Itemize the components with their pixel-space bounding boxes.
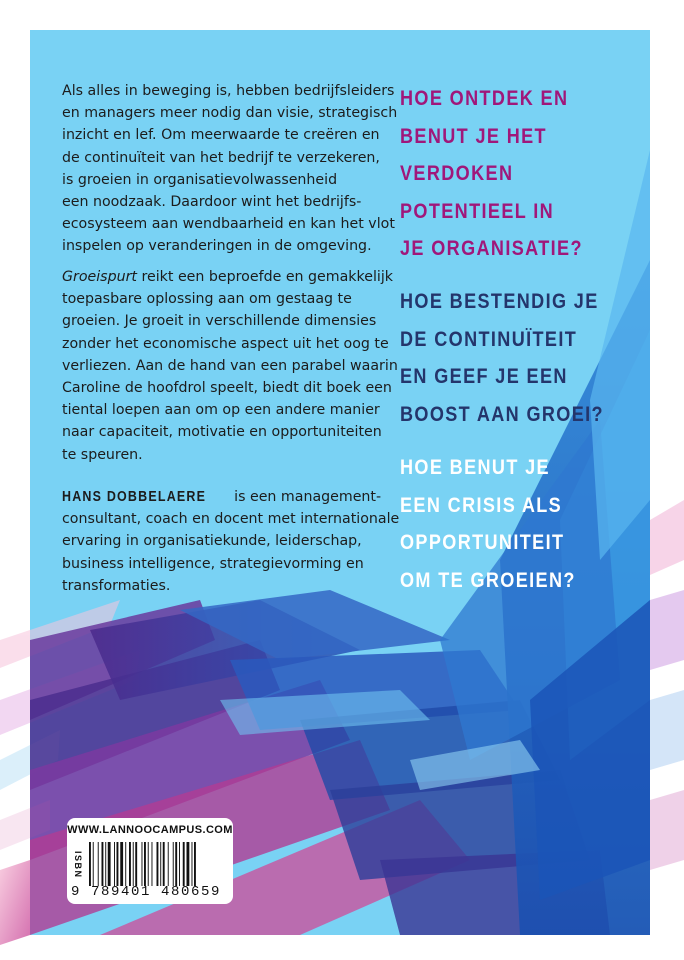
text-line bbox=[62, 266, 392, 288]
barcode-bar bbox=[192, 842, 193, 886]
text-line: Caroline de hoofdrol speelt, biedt dit boek een bbox=[62, 380, 392, 397]
barcode-bar bbox=[187, 842, 190, 886]
barcode-bar bbox=[163, 842, 165, 886]
barcode-bar bbox=[105, 842, 106, 886]
question-line: HOE BESTENDIG JE bbox=[400, 290, 599, 313]
barcode-bar bbox=[168, 842, 169, 886]
barcode-bars bbox=[87, 842, 229, 886]
text-line: inspelen op veranderingen in de omgeving. bbox=[62, 238, 372, 255]
question-line: HOE ONTDEK EN bbox=[400, 87, 569, 110]
barcode-bar bbox=[152, 842, 153, 886]
barcode-bar bbox=[183, 842, 185, 886]
barcode-bar bbox=[148, 842, 149, 886]
book-description-paragraph bbox=[62, 266, 398, 466]
text-line: naar capaciteit, motivatie en opportuniteiten bbox=[62, 424, 382, 441]
text-line: is groeien in organisatievolwassenheid bbox=[62, 171, 338, 188]
text-line: de continuïteit van het bedrijf te verzekeren, bbox=[62, 149, 380, 166]
question-block-crisis bbox=[400, 449, 650, 599]
barcode-bar bbox=[89, 842, 91, 886]
question-line: POTENTIEEL IN bbox=[400, 199, 555, 223]
text-line: transformaties. bbox=[62, 577, 171, 594]
intro-paragraph bbox=[62, 80, 398, 258]
text-line bbox=[62, 486, 392, 508]
text-line: consultant, coach en docent met internationale bbox=[62, 511, 400, 528]
isbn-label: ISBN bbox=[73, 851, 83, 879]
book-title-italic: Groeispurt bbox=[62, 269, 137, 285]
barcode-bar bbox=[129, 842, 131, 886]
text-line: te speuren. bbox=[62, 446, 143, 463]
barcode-bar bbox=[160, 842, 161, 886]
text-line: Als alles in beweging is, hebben bedrijfsleiders bbox=[62, 83, 395, 99]
barcode-bar bbox=[179, 842, 180, 886]
barcode-bar bbox=[157, 842, 159, 886]
text-line: en managers meer nodig dan visie, strategisch bbox=[62, 105, 398, 122]
text-fragment: is een management- bbox=[229, 489, 382, 505]
question-line: DE CONTINUÏTEIT bbox=[400, 327, 578, 351]
isbn-digits: 9 789401 480659 bbox=[71, 884, 222, 900]
question-line: EN GEEF JE EEN bbox=[400, 365, 568, 388]
text-line: groeien. Je groeit in verschillende dimensies bbox=[62, 313, 377, 330]
barcode-bar bbox=[98, 842, 99, 886]
barcode-bar bbox=[144, 842, 146, 886]
question-line: OM TE GROEIEN? bbox=[400, 568, 576, 592]
barcode-bar bbox=[120, 842, 123, 886]
author-bio-paragraph bbox=[62, 486, 400, 597]
barcode-bar bbox=[114, 842, 115, 886]
text-line: ecosysteem aan wendbaarheid en kan het vlot bbox=[62, 216, 395, 233]
text-fragment: reikt een beproefde en gemakkelijk bbox=[136, 269, 394, 285]
text-line: een noodzaak. Daardoor wint het bedrijfs- bbox=[62, 194, 362, 211]
barcode-bar bbox=[175, 842, 177, 886]
question-line: BENUT JE HET bbox=[400, 124, 547, 148]
text-line: ervaring in organisatiekunde, leiderschap, bbox=[62, 533, 362, 550]
barcode-box bbox=[67, 818, 233, 904]
text-line: toepasbare oplossing aan om gestaag te bbox=[62, 291, 352, 308]
barcode-bar bbox=[133, 842, 134, 886]
text-line: tiental loepen aan om op een andere manier bbox=[62, 402, 380, 419]
barcode-bar bbox=[102, 842, 104, 886]
barcode-bar bbox=[117, 842, 119, 886]
barcode-bar bbox=[173, 842, 174, 886]
text-line: zonder het economische aspect uit het oog te bbox=[62, 335, 389, 352]
barcode-bar bbox=[142, 842, 143, 886]
question-line: HOE BENUT JE bbox=[400, 456, 550, 479]
question-line: JE ORGANISATIE? bbox=[400, 237, 583, 260]
text-line: inzicht en lef. Om meerwaarde te creëren en bbox=[62, 127, 380, 144]
barcode-bar bbox=[93, 842, 94, 886]
question-line: BOOST AAN GROEI? bbox=[400, 402, 604, 426]
question-line: EEN CRISIS ALS bbox=[400, 493, 563, 517]
publisher-url: WWW.LANNOOCAMPUS.COM bbox=[67, 824, 233, 836]
text-line: verliezen. Aan de hand van een parabel waarin bbox=[62, 357, 398, 374]
text-line: business intelligence, strategievorming en bbox=[62, 555, 364, 572]
barcode-bar bbox=[135, 842, 137, 886]
question-line: OPPORTUNITEIT bbox=[400, 531, 565, 554]
question-line: VERDOKEN bbox=[400, 162, 514, 185]
question-block-continuity bbox=[400, 283, 650, 433]
author-name: HANS DOBBELAERE bbox=[62, 489, 207, 505]
barcode-bar bbox=[194, 842, 196, 886]
barcode-bar bbox=[125, 842, 126, 886]
question-block-potential bbox=[400, 80, 650, 268]
barcode-bar bbox=[108, 842, 111, 886]
